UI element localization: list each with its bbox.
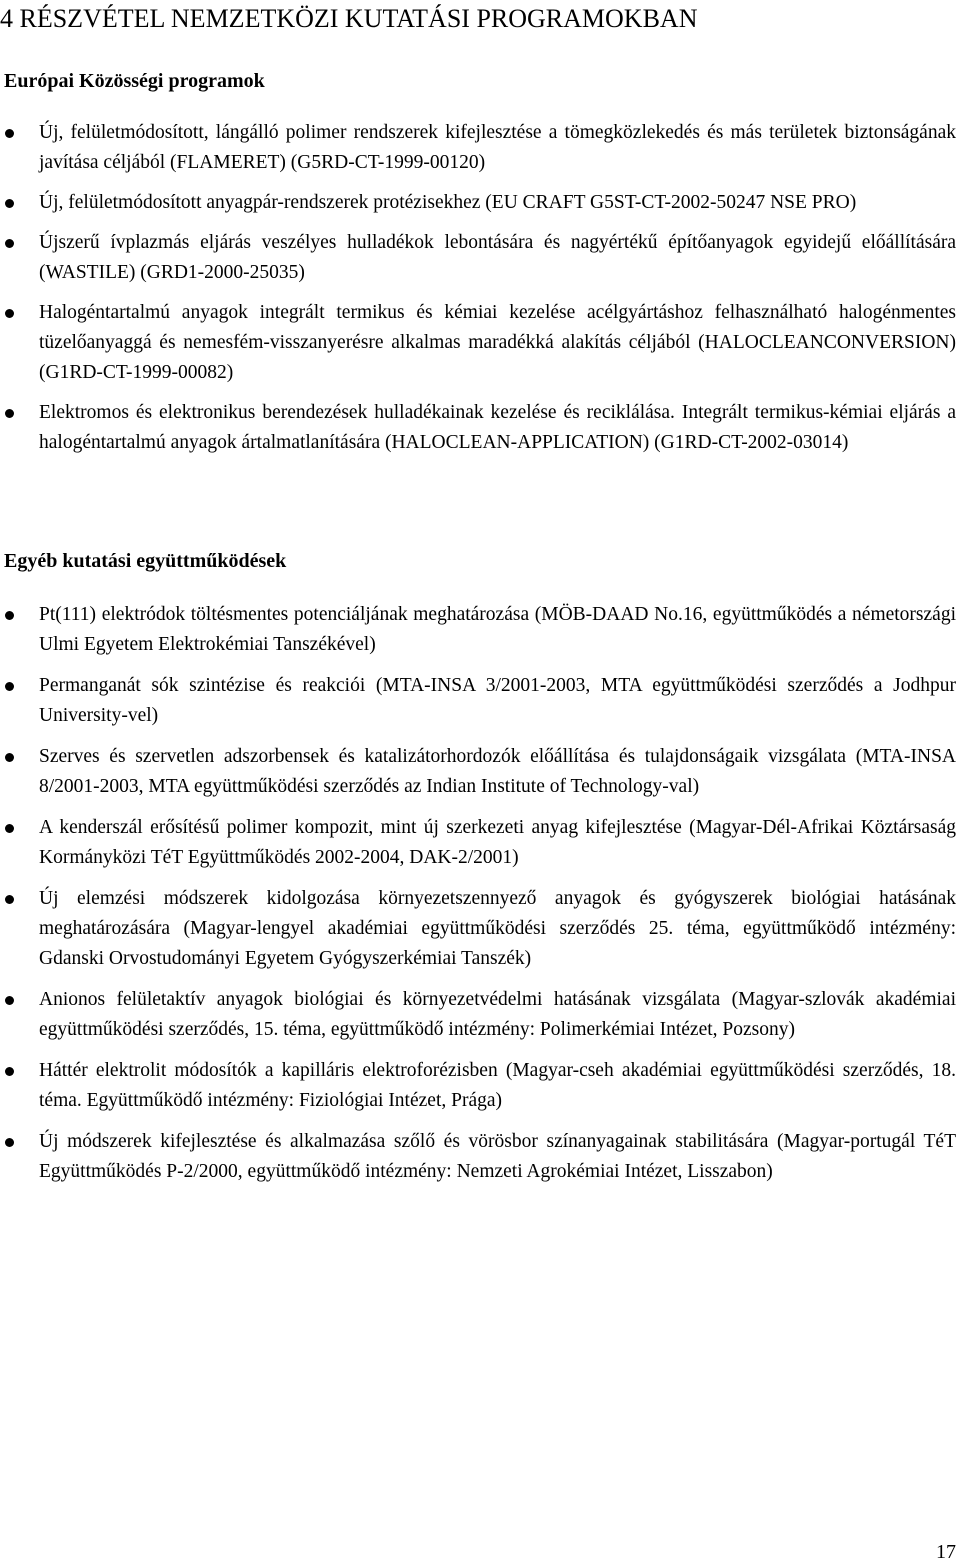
list-item: [0, 813, 960, 873]
list-item-text: Újszerű ívplazmás eljárás veszélyes hulladékok lebontására és nagyértékű építőanyagok egyidejű előállítására (WASTILE) (GRD1-2000-25035): [39, 232, 956, 283]
list-item: [0, 671, 960, 731]
bullet-icon: [5, 309, 14, 318]
bullet-icon: [5, 409, 14, 418]
list-item-text: Halogéntartalmú anyagok integrált termikus és kémiai kezelése acélgyártáshoz felhasználható halogénmentes tüzelőanyaggá és nemesfém-visszanyerésre alkalmas maradékká alakítás céljából (HALOCLEANCONVERSION) (G1RD-CT-1999-00082): [39, 302, 956, 383]
bullet-icon: [5, 129, 14, 138]
list-item: [0, 398, 960, 458]
list-item: [0, 600, 960, 660]
bullet-icon: [5, 753, 14, 762]
bullet-icon: [5, 895, 14, 904]
bullet-icon: [5, 611, 14, 620]
chapter-title: 4 RÉSZVÉTEL NEMZETKÖZI KUTATÁSI PROGRAMOKBAN: [0, 4, 698, 33]
list-item-text: Anionos felületaktív anyagok biológiai és környezetvédelmi hatásának vizsgálata (Magyar-szlovák akadémiai együttműködési szerződés, 15. téma, együttműködő intézmény: Polimerkémiai Intézet, Pozsony): [39, 989, 956, 1040]
bullet-icon: [5, 824, 14, 833]
other-collaborations-list: [0, 600, 960, 1187]
page-number: 17: [936, 1541, 956, 1563]
bullet-icon: [5, 1067, 14, 1076]
list-item: [0, 188, 960, 218]
list-item-text: Új elemzési módszerek kidolgozása környezetszennyező anyagok és gyógyszerek biológiai hatásának meghatározására (Magyar-lengyel akadémiai együttműködési szerződés 25. téma, együttműködő intézmény: Gdanski Orvostudományi Egyetem Gyógyszerkémiai Tanszék): [39, 888, 956, 969]
bullet-icon: [5, 199, 14, 208]
list-item: [0, 118, 960, 178]
list-item-text: Permanganát sók szintézise és reakciói (MTA-INSA 3/2001-2003, MTA együttműködési szerződés a Jodhpur University-vel): [39, 675, 956, 726]
list-item: [0, 298, 960, 388]
list-item-text: Háttér elektrolit módosítók a kapilláris elektroforézisben (Magyar-cseh akadémiai együttműködési szerződés, 18. téma. Együttműködő intézmény: Fiziológiai Intézet, Prága): [39, 1060, 956, 1111]
list-item-text: Új módszerek kifejlesztése és alkalmazása szőlő és vörösbor színanyagainak stabilitására (Magyar-portugál TéT Együttműködés P-2/2000, együttműködő intézmény: Nemzeti Agrokémiai Intézet, Lisszabon): [39, 1131, 956, 1182]
list-item: [0, 884, 960, 974]
list-item-text: A kenderszál erősítésű polimer kompozit, mint új szerkezeti anyag kifejlesztése (Magyar-Dél-Afrikai Köztársaság Kormányközi TéT Együttműködés 2002-2004, DAK-2/2001): [39, 817, 956, 868]
list-item: [0, 228, 960, 288]
list-item: [0, 1127, 960, 1187]
list-item-text: Elektromos és elektronikus berendezések hulladékainak kezelése és reciklálása. Integrált termikus-kémiai eljárás a halogéntartalmú anyagok ártalmatlanítására (HALOCLEAN-APPLICATION) (G1RD-CT-2002-03014): [39, 402, 956, 453]
list-item-text: Szerves és szervetlen adszorbensek és katalizátorhordozók előállítása és tulajdonságaik vizsgálata (MTA-INSA 8/2001-2003, MTA együttműködési szerződés az Indian Institute of Technology-val): [39, 746, 956, 797]
section-title-other-collaborations: Egyéb kutatási együttműködések: [4, 550, 287, 572]
bullet-icon: [5, 1138, 14, 1147]
bullet-icon: [5, 239, 14, 248]
bullet-icon: [5, 682, 14, 691]
list-item: [0, 1056, 960, 1116]
list-item: [0, 742, 960, 802]
eu-programs-list: [0, 118, 960, 458]
list-item-text: Pt(111) elektródok töltésmentes potenciáljának meghatározása (MÖB-DAAD No.16, együttműködés a németországi Ulmi Egyetem Elektrokémiai Tanszékével): [39, 604, 956, 655]
section-title-eu-programs: Európai Közösségi programok: [4, 70, 265, 92]
list-item-text: Új, felületmódosított, lángálló polimer rendszerek kifejlesztése a tömegközlekedés és más területek biztonságának javítása céljából (FLAMERET) (G5RD-CT-1999-00120): [39, 122, 956, 173]
list-item: [0, 985, 960, 1045]
bullet-icon: [5, 996, 14, 1005]
list-item-text: Új, felületmódosított anyagpár-rendszerek protézisekhez (EU CRAFT G5ST-CT-2002-50247 NSE PRO): [39, 192, 857, 213]
